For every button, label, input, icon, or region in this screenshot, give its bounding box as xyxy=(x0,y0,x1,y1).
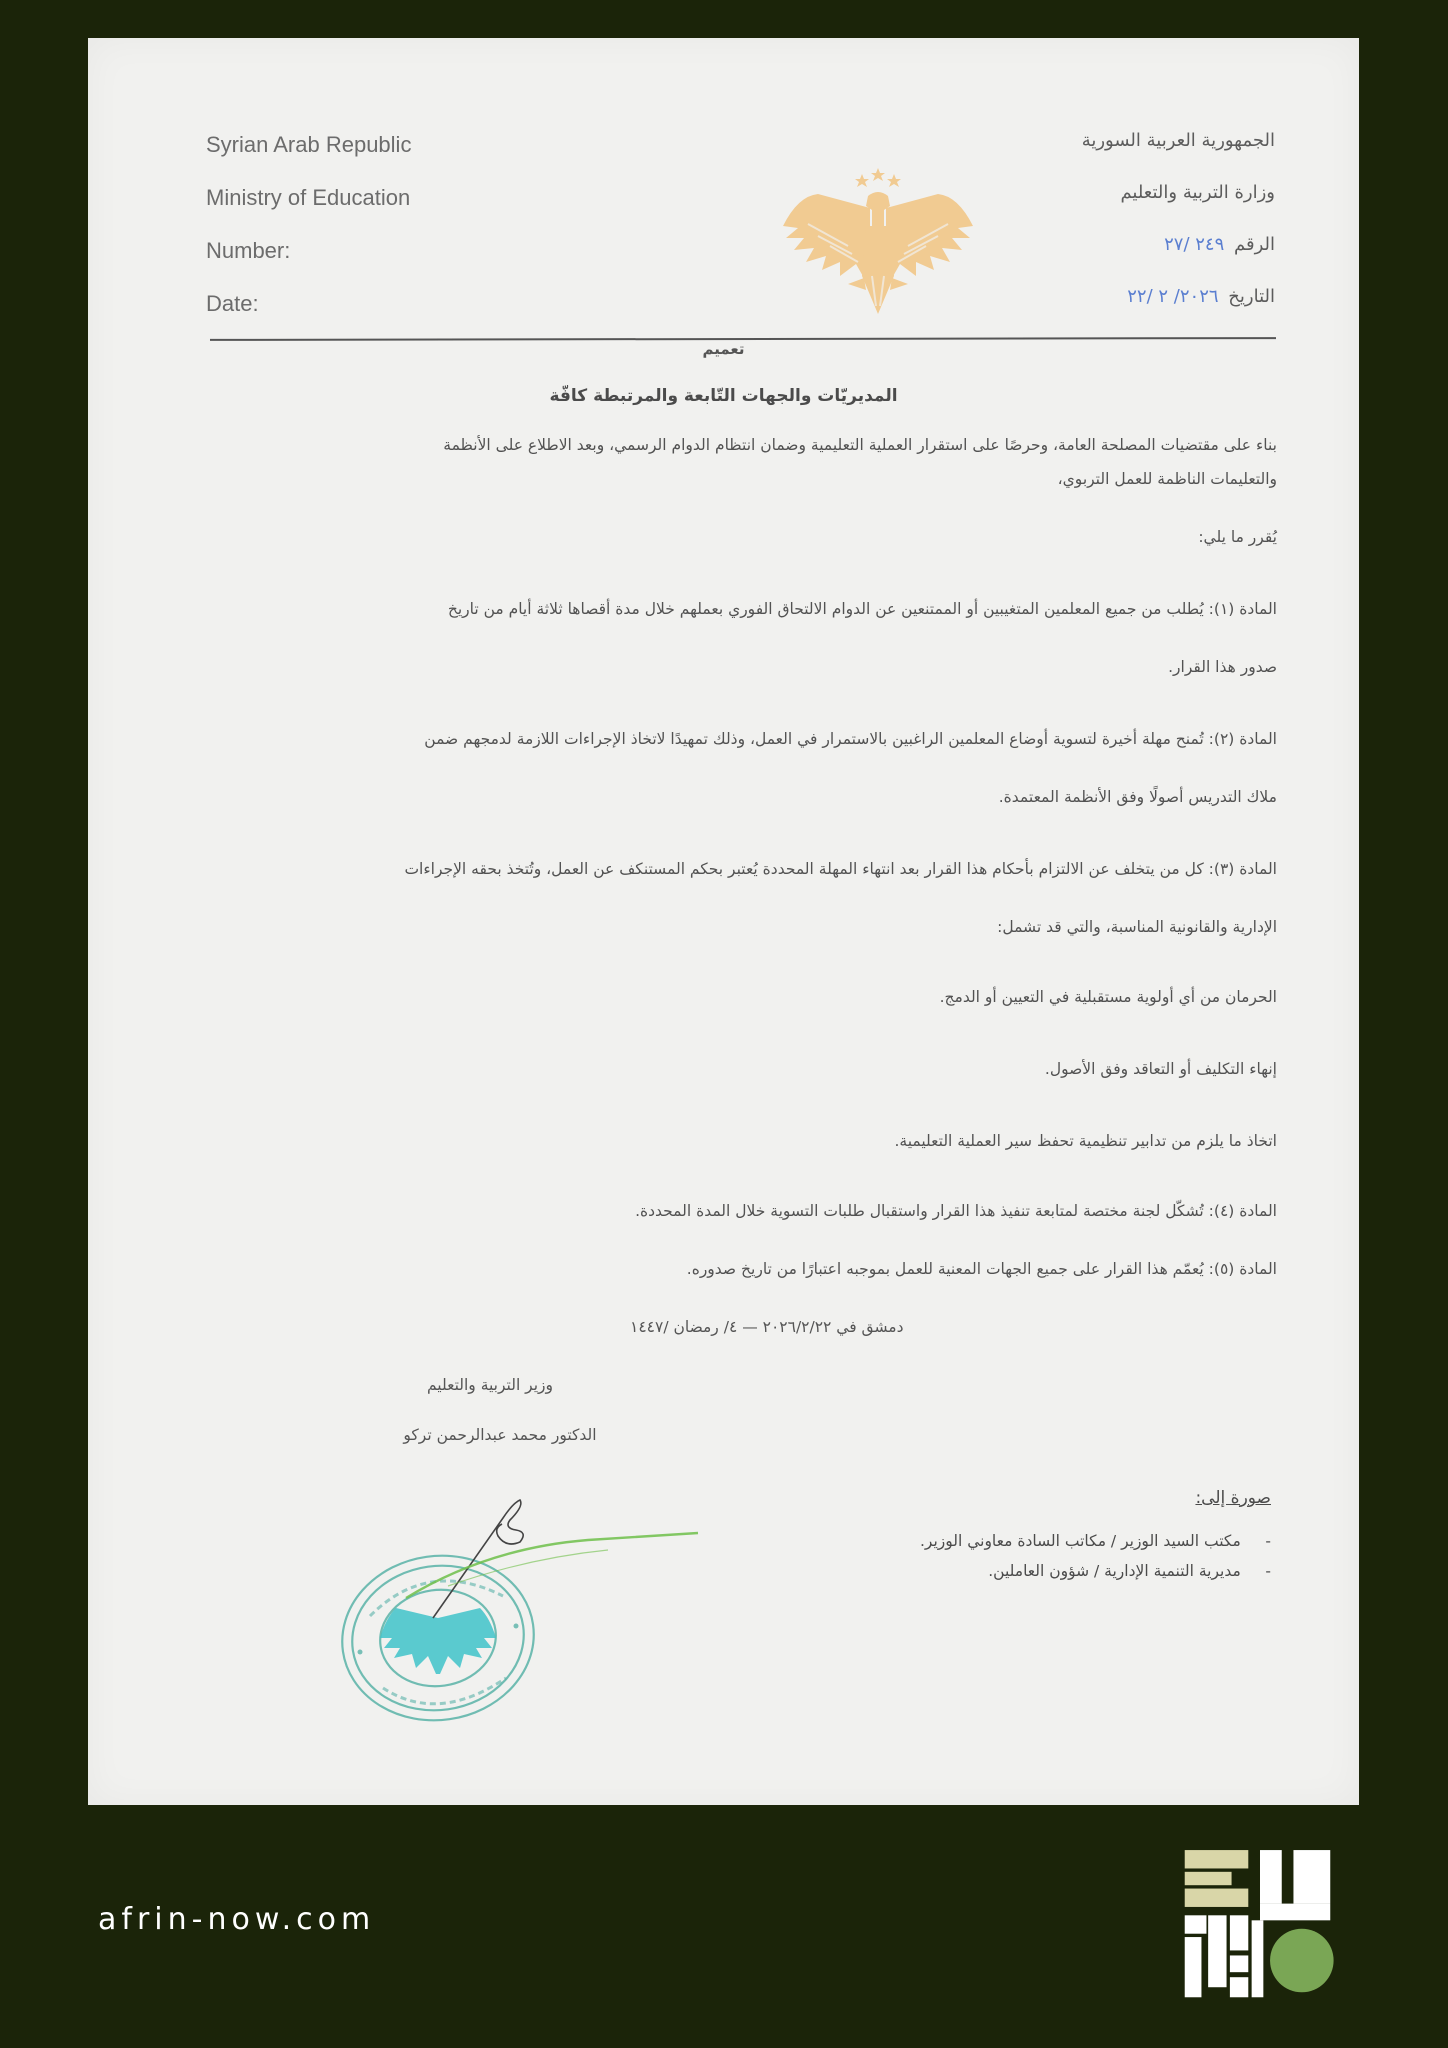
reference-number-ar xyxy=(1082,230,1275,282)
article-3-line-1: المادة (٣): كل من يتخلف عن الالتزام بأحكام هذا القرار بعد انتهاء المهلة المحددة يُعتبر بحكم المستنكف عن العمل، وتُتخذ بحقه الإجراءات xyxy=(404,860,1277,878)
measure-3: اتخاذ ما يلزم من تدابير تنظيمية تحفظ سير العملية التعليمية. xyxy=(894,1132,1277,1150)
date-label-ar: التاريخ xyxy=(1228,286,1275,307)
signatory-title: وزير التربية والتعليم xyxy=(426,1376,554,1394)
article-2-line-2: ملاك التدريس أصولًا وفق الأنظمة المعتمدة. xyxy=(998,788,1277,806)
ministry-name-ar: وزارة التربية والتعليم xyxy=(1120,182,1275,203)
ministry-name-en: Ministry of Education xyxy=(206,185,411,210)
afrin-now-logo-icon xyxy=(1168,1834,1352,2010)
document-page xyxy=(88,38,1359,1805)
document-type: تعميم xyxy=(702,340,745,358)
bullet: - xyxy=(1265,1562,1271,1580)
preamble-line-2: والتعليمات الناظمة للعمل التربوي، xyxy=(1057,470,1277,488)
decides-line: يُقرر ما يلي: xyxy=(1198,528,1277,546)
country-name-en: Syrian Arab Republic xyxy=(206,132,412,157)
arabic-letterhead xyxy=(1082,126,1275,334)
article-1-line-2: صدور هذا القرار. xyxy=(1168,658,1277,676)
number-label-en: Number: xyxy=(206,238,291,263)
measure-1: الحرمان من أي أولوية مستقبلية في التعيين أو الدمج. xyxy=(939,988,1277,1006)
preamble-line-1: بناء على مقتضيات المصلحة العامة، وحرصًا على استقرار العملية التعليمية وضمان انتظام الدوام الرسمي، وبعد الاطلاع على الأنظمة xyxy=(443,436,1277,454)
number-value-handwritten: ٢٤٩ /٢٧ xyxy=(1164,234,1225,255)
date-ar xyxy=(1082,282,1275,334)
article-5: المادة (٥): يُعمّم هذا القرار على جميع الجهات المعنية للعمل بموجبه اعتبارًا من تاريخ صدوره. xyxy=(686,1260,1277,1278)
date-label-en: Date: xyxy=(206,291,259,316)
copies-item-2 xyxy=(988,1562,1271,1580)
article-2-line-1: المادة (٢): تُمنح مهلة أخيرة لتسوية أوضاع المعلمين الراغبين بالاستمرار في العمل، وذلك تمهيدًا لاتخاذ الإجراءات اللازمة لدمجهم ضمن xyxy=(424,730,1277,748)
measure-2: إنهاء التكليف أو التعاقد وفق الأصول. xyxy=(1044,1060,1277,1078)
number-label-ar: الرقم xyxy=(1233,234,1275,255)
place-date-line: دمشق في ٢٠٢٦/٢/٢٢ — ٤/ رمضان /١٤٤٧ xyxy=(630,1318,904,1336)
official-stamp-and-signature xyxy=(288,1478,728,1728)
english-letterhead xyxy=(206,130,411,342)
copies-item-1-text: مكتب السيد الوزير / مكاتب السادة معاوني الوزير. xyxy=(919,1532,1241,1550)
article-1-line-1: المادة (١): يُطلب من جميع المعلمين المتغيبين أو الممتنعين عن الدوام الالتحاق الفوري بعملهم خلال مدة أقصاها ثلاثة أيام من تاريخ xyxy=(447,600,1277,618)
copies-item-2-text: مديرية التنمية الإدارية / شؤون العاملين. xyxy=(988,1562,1241,1580)
article-3-line-2: الإدارية والقانونية المناسبة، والتي قد تشمل: xyxy=(997,918,1277,936)
signatory-name: الدكتور محمد عبدالرحمن تركو xyxy=(403,1426,597,1444)
country-name-ar: الجمهورية العربية السورية xyxy=(1081,130,1275,151)
copies-item-1 xyxy=(920,1532,1271,1550)
copies-heading: صورة إلى: xyxy=(1195,1488,1271,1508)
bullet: - xyxy=(1265,1532,1271,1550)
date-value-handwritten: ٢٠٢٦/ ٢ /٢٢ xyxy=(1127,286,1219,307)
eagle-emblem-icon xyxy=(778,166,978,316)
website-url: afrin-now.com xyxy=(98,1902,376,1937)
recipient-line: المديريّات والجهات التّابعة والمرتبطة كافّة xyxy=(549,386,898,406)
article-4: المادة (٤): تُشكّل لجنة مختصة لمتابعة تنفيذ هذا القرار واستقبال طلبات التسوية خلال المدة المحددة. xyxy=(635,1202,1277,1220)
